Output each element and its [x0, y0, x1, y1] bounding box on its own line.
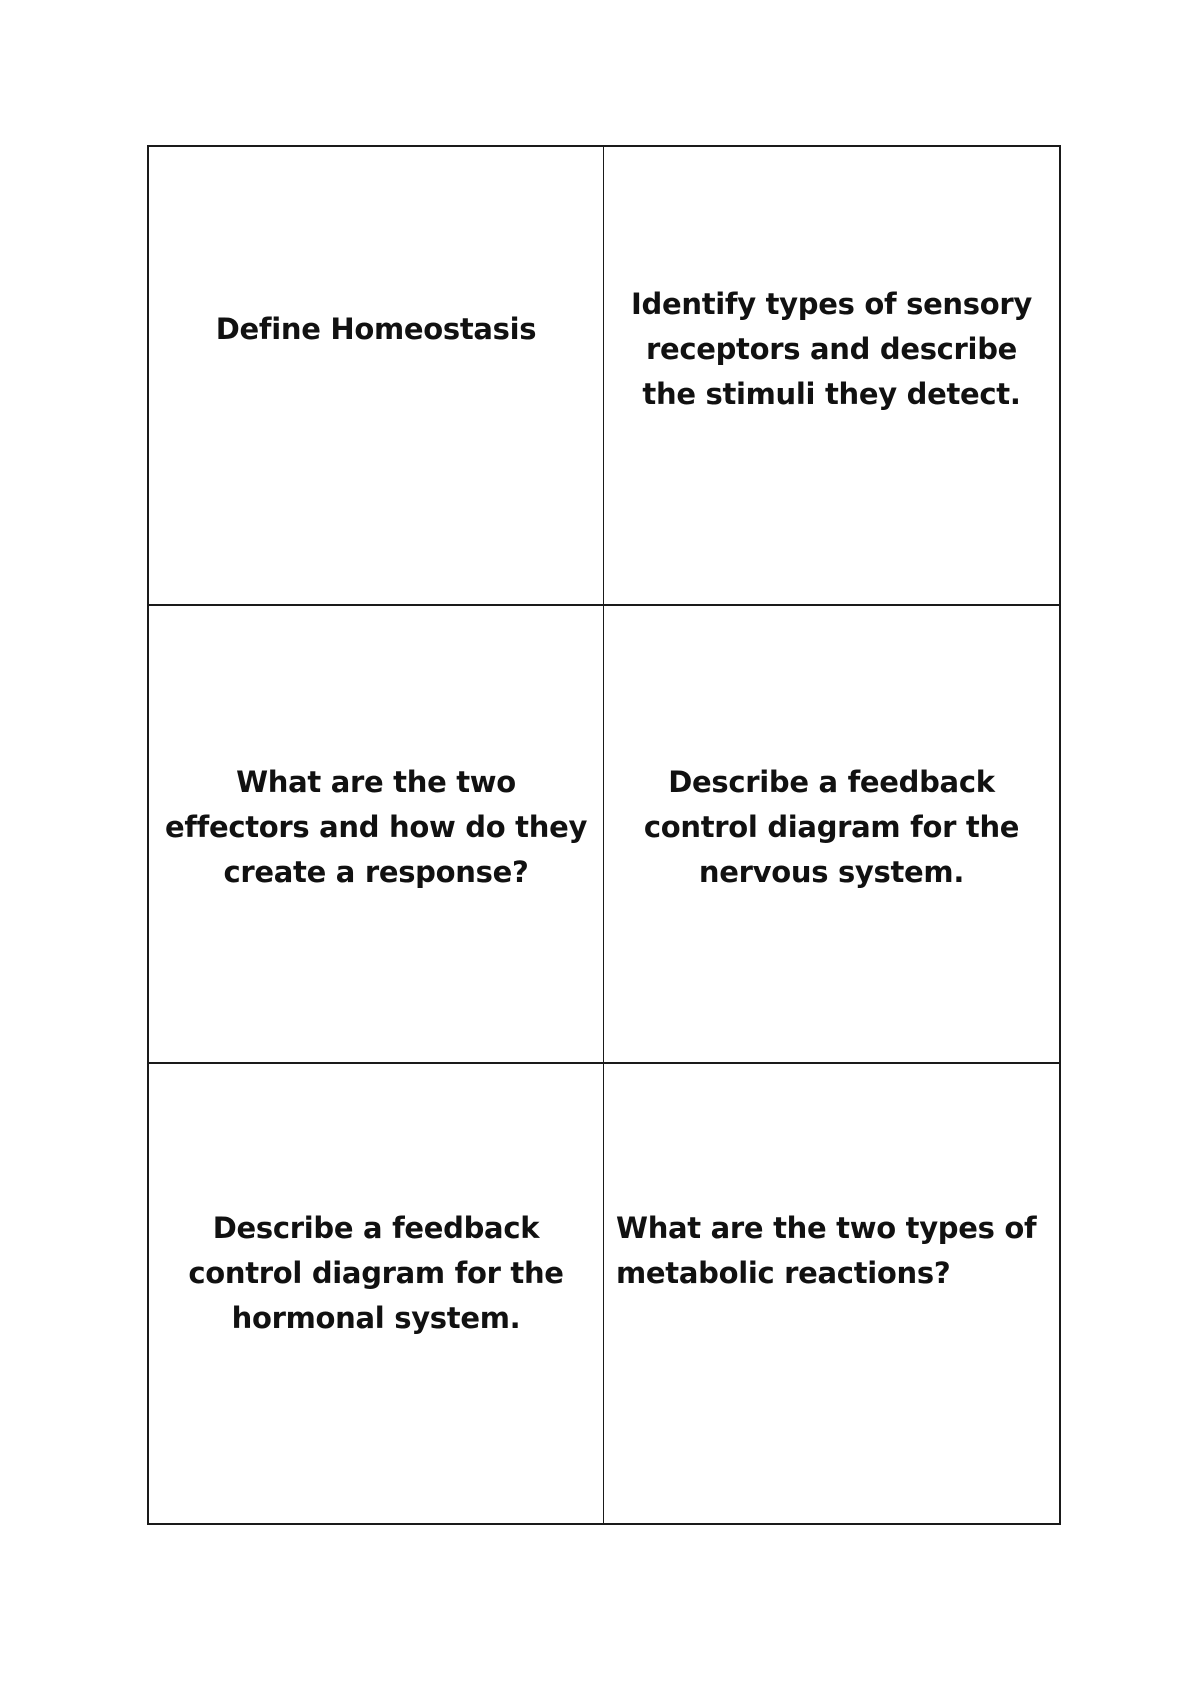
flashcard-grid: [147, 145, 1061, 1525]
flashcard-text: Describe a feedback control diagram for the nervous system.: [643, 765, 1020, 890]
flashcard-define-homeostasis: [149, 147, 604, 606]
flashcard-sensory-receptors: [604, 147, 1059, 606]
flashcard-text: Describe a feedback control diagram for the hormonal system.: [188, 1211, 564, 1336]
flashcard-effectors: [149, 606, 604, 1065]
flashcard-nervous-feedback: [604, 606, 1059, 1065]
flashcard-text: Define Homeostasis: [215, 311, 537, 346]
flashcard-text: Identify types of sensory receptors and describe the stimuli they detect.: [631, 286, 1032, 411]
flashcard-text: What are the two types of metabolic reactions?: [616, 1211, 1037, 1291]
flashcard-metabolic-reactions: [604, 1064, 1059, 1523]
flashcard-text: What are the two effectors and how do they create a response?: [164, 765, 588, 890]
flashcard-hormonal-feedback: [149, 1064, 604, 1523]
